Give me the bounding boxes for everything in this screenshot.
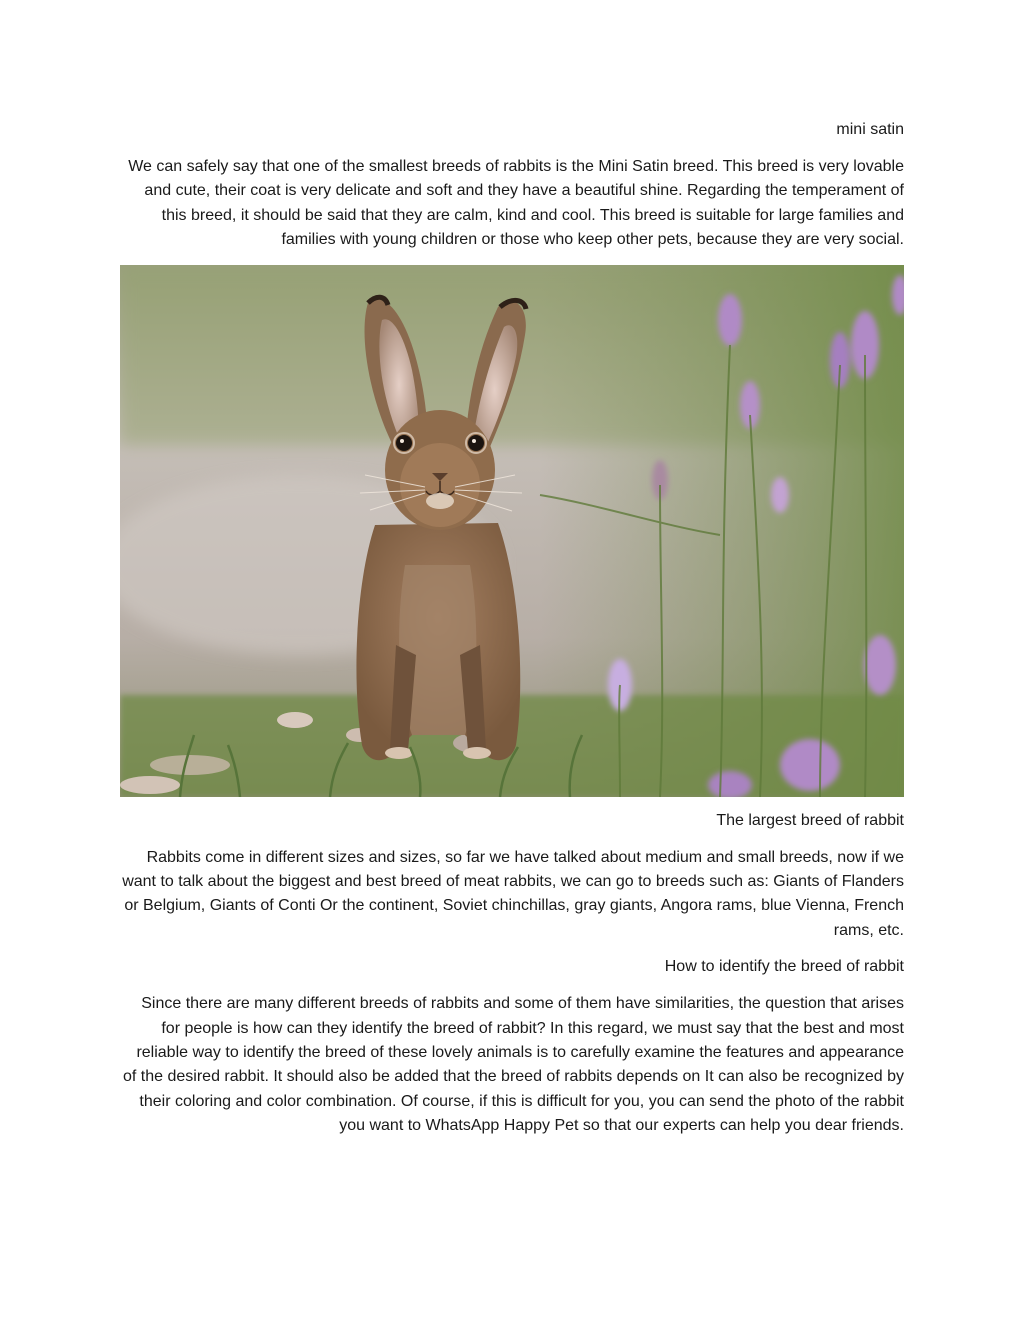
paragraph-identify: Since there are many different breeds of rabbits and some of them have similarities, the question that arises for people is how can they identify the breed of rabbit? In this regard, we must say that the best and most reliable way to identify the breed of these lovely animals is to carefully examine the features and appearance of the desired rabbit. It should also be added that the breed of rabbits depends on It can also be recognized by their coloring and color combination. Of course, if this is difficult for you, you can send the photo of the rabbit you want to WhatsApp Happy Pet so that our experts can help you dear friends. — [123, 995, 904, 1135]
paragraph-largest: Rabbits come in different sizes and sizes, so far we have talked about medium and small breeds, now if we want to talk about the biggest and best breed of meat rabbits, we can go to breeds such as: Giants of Flanders or Belgium, Giants of Conti Or the continent, Soviet chinchillas, gray giants, Angora rams, blue Vienna, French rams, etc. — [122, 848, 904, 939]
document-page — [120, 118, 904, 1151]
section-heading-identify: How to identify the breed of rabbit — [664, 958, 904, 976]
paragraph-mini-satin: We can safely say that one of the smallest breeds of rabbits is the Mini Satin breed. This breed is very lovable and cute, their coat is very delicate and soft and they have a beautiful shine. Regarding the temperament of this breed, it should be said that they are calm, kind and cool. This breed is suitable for large families and families with young children or those who keep other pets, because they are very social. — [128, 158, 904, 249]
section-heading-mini-satin: mini satin — [836, 121, 904, 138]
hare-photo — [120, 265, 904, 797]
section-heading-largest: The largest breed of rabbit — [716, 811, 904, 829]
